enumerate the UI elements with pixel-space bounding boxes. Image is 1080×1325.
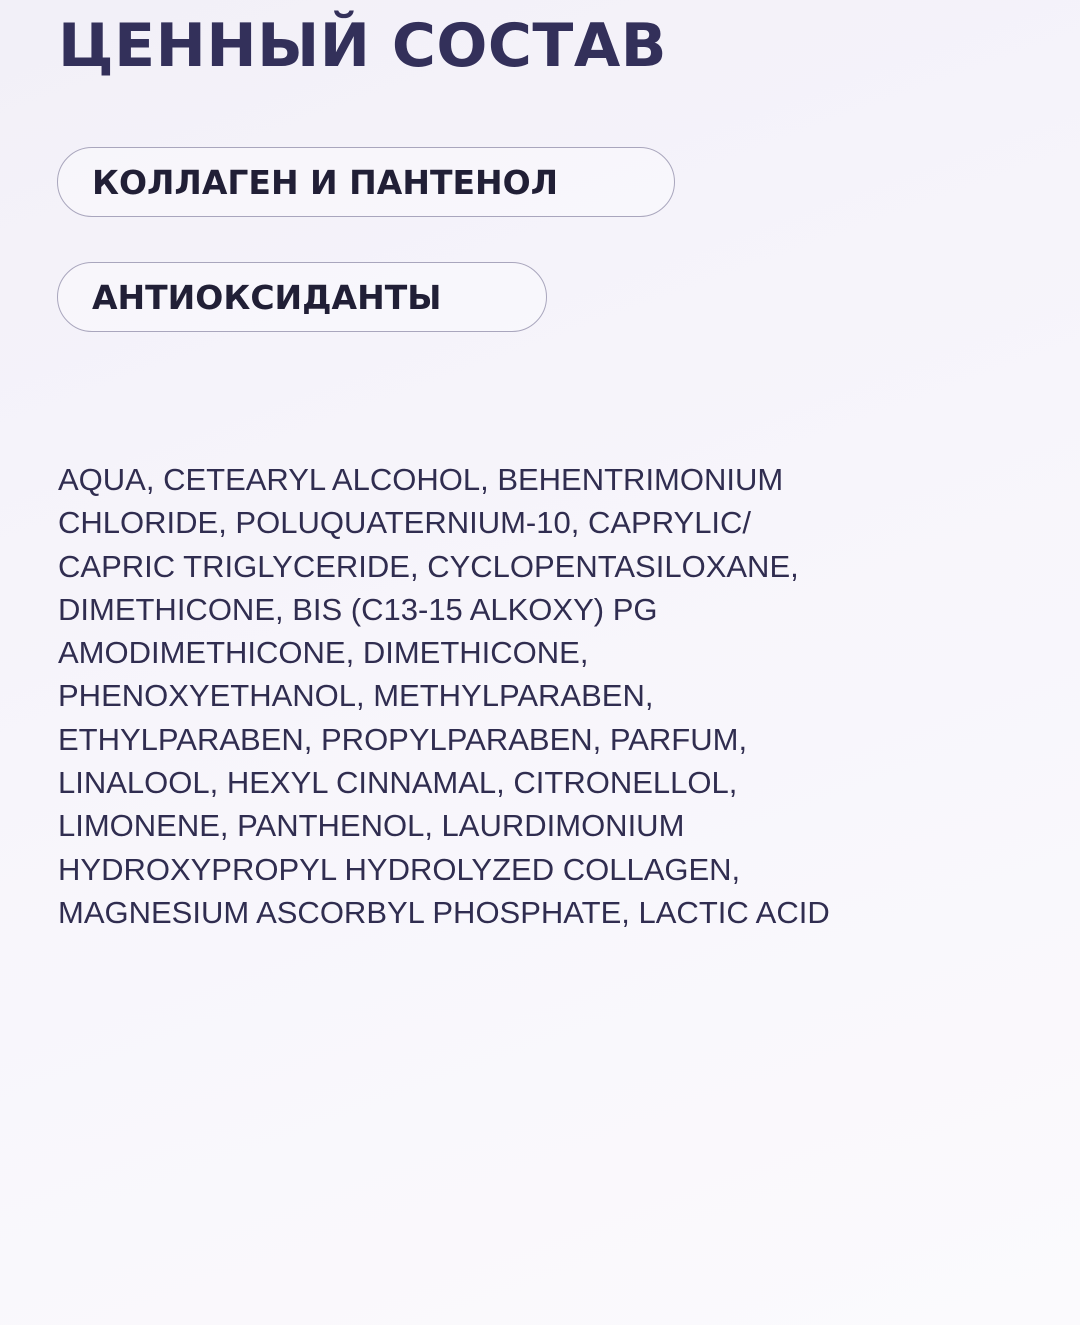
ingredients-line: AMODIMETHICONE, DIMETHICONE, — [58, 635, 589, 671]
ingredients-line: CHLORIDE, POLUQUATERNIUM-10, CAPRYLIC/ — [58, 505, 752, 541]
tag-collagen-panthenol: КОЛЛАГЕН И ПАНТЕНОЛ — [57, 147, 675, 217]
ingredients-line: HYDROXYPROPYL HYDROLYZED COLLAGEN, — [58, 851, 741, 887]
ingredients-line: DIMETHICONE, BIS (C13-15 ALKOXY) PG — [58, 591, 658, 627]
ingredients-line: MAGNESIUM ASCORBYL PHOSPHATE, LACTIC ACID — [58, 894, 830, 930]
ingredients-line: CAPRIC TRIGLYCERIDE, CYCLOPENTASILOXANE, — [58, 548, 799, 584]
ingredients-line: ETHYLPARABEN, PROPYLPARABEN, PARFUM, — [58, 721, 748, 757]
ingredients-line: LIMONENE, PANTHENOL, LAURDIMONIUM — [58, 808, 685, 844]
tag-antioxidants: АНТИОКСИДАНТЫ — [57, 262, 547, 332]
ingredients-line: LINALOOL, HEXYL CINNAMAL, CITRONELLOL, — [58, 765, 738, 801]
ingredients-line: AQUA, CETEARYL ALCOHOL, BEHENTRIMONIUM — [58, 462, 784, 497]
ingredients-list — [58, 458, 1018, 934]
page-title: ЦЕННЫЙ СОСТАВ — [58, 11, 668, 81]
ingredients-line: PHENOXYETHANOL, METHYLPARABEN, — [58, 678, 654, 714]
